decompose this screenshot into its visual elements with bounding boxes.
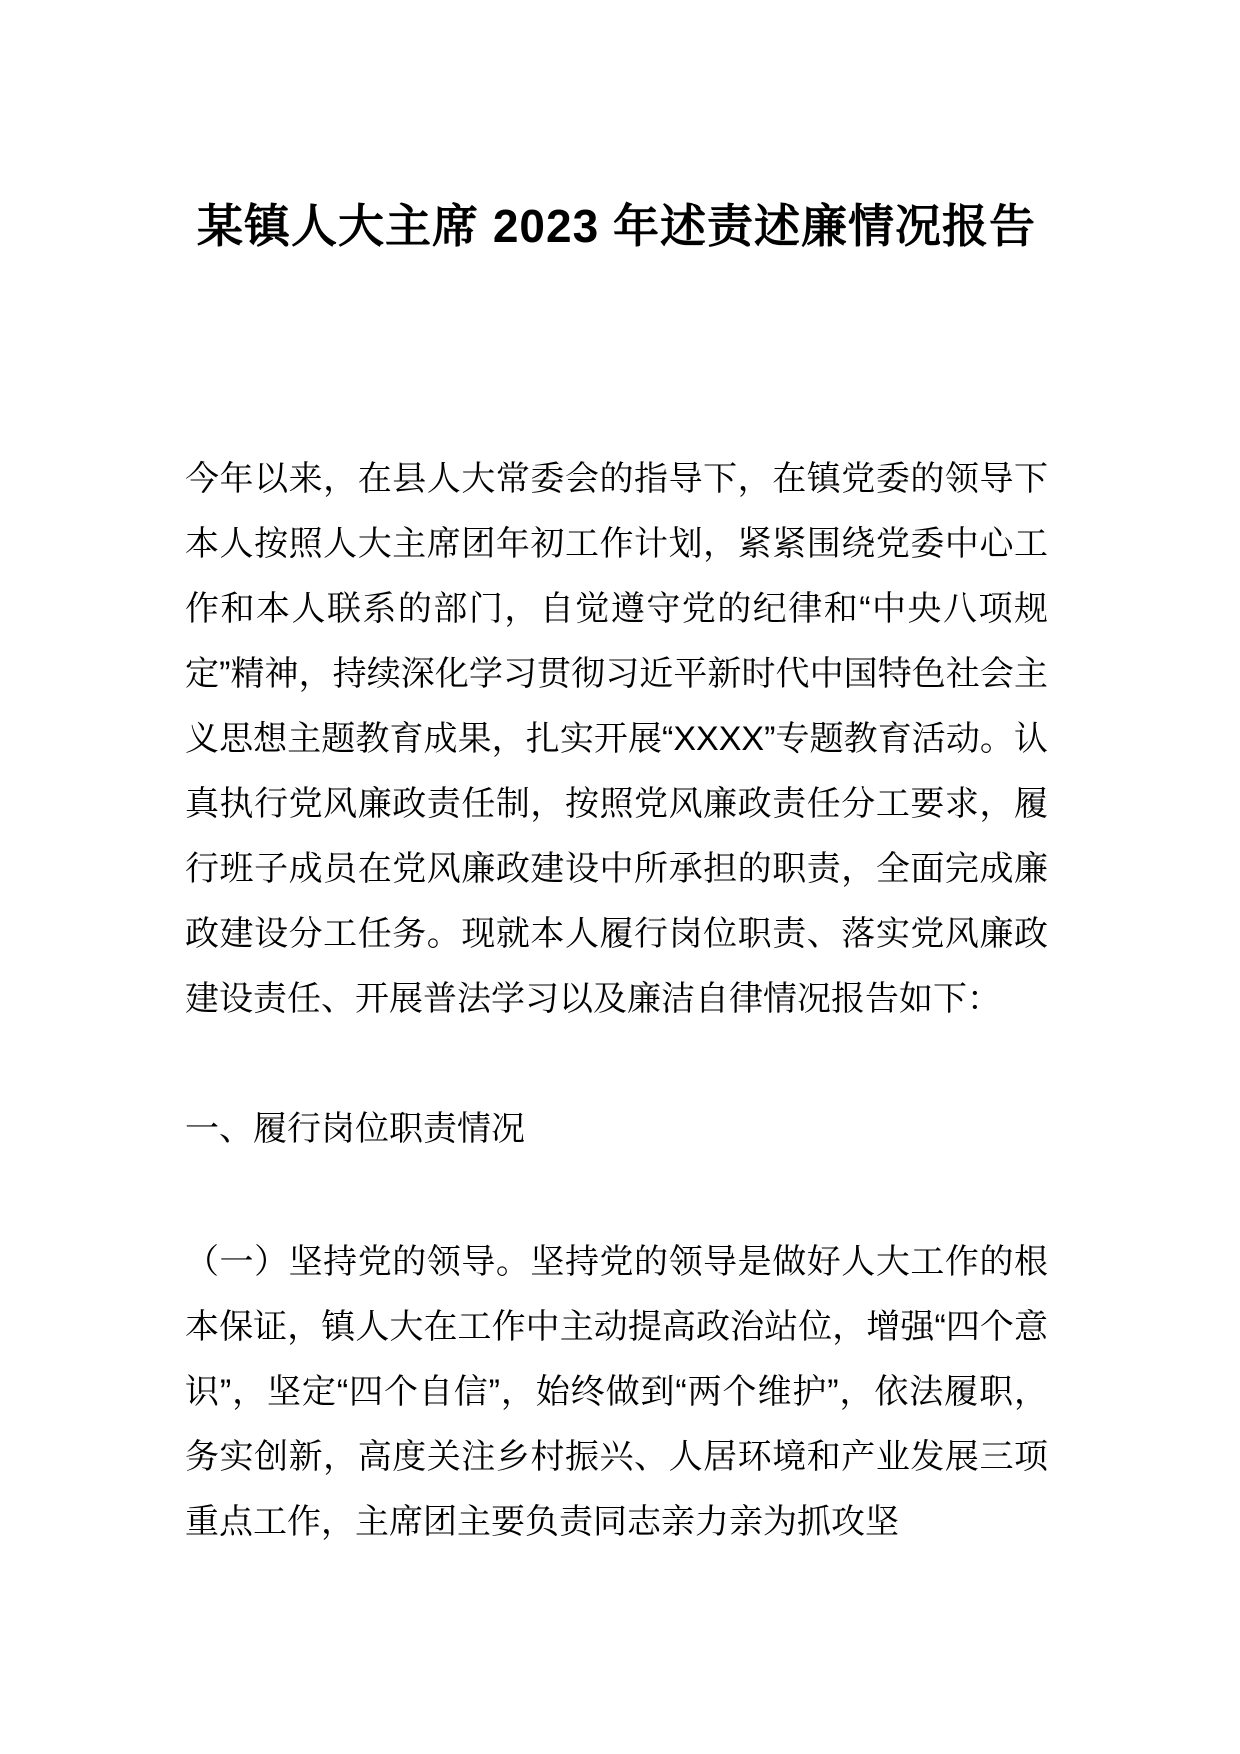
section-heading-1: 一、履行岗位职责情况 <box>185 1110 525 1148</box>
intro-paragraph: 今年以来，在县人大常委会的指导下，在镇党委的领导下本人按照人大主席团年初工作计划，紧紧围绕党委中心工作和本人联系的部门，自觉遵守党的纪律和“中央八项规定”精神，持续深化学习贯彻习近平新时代中国特色社会主义思想主题教育成果，扎实开展“XXXX”专题教育活动。认真执行党风廉政责任制，按照党风廉政责任分工要求，履行班子成员在党风廉政建设中所承担的职责，全面完成廉政建设分工任务。现就本人履行岗位职责、落实党风廉政建设责任、开展普法学习以及廉洁自律情况报告如下： <box>185 460 1048 1018</box>
document-content <box>185 0 1048 1555</box>
document-title: 某镇人大主席 2023 年述责述廉情况报告 <box>197 200 1036 252</box>
section1-paragraph: （一）坚持党的领导。坚持党的领导是做好人大工作的根本保证，镇人大在工作中主动提高政治站位，增强“四个意识”，坚定“四个自信”，始终做到“两个维护”，依法履职，务实创新，高度关注乡村振兴、人居环境和产业发展三项重点工作，主席团主要负责同志亲力亲为抓攻坚 <box>185 1243 1048 1541</box>
